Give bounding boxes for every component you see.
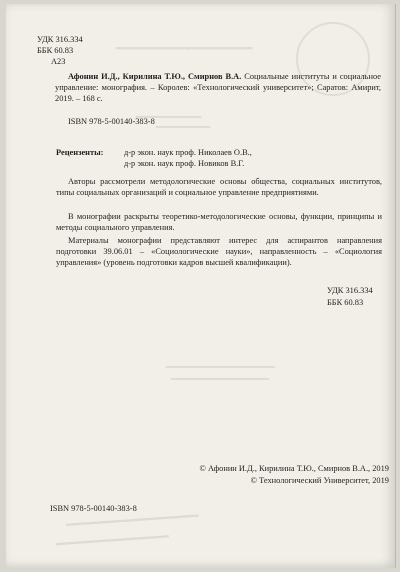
bleed-through-text: ━━━━━━━━━━━━━━━━━━━━ bbox=[65, 510, 199, 532]
reviewer-1: д-р экон. наук проф. Николаев О.В., bbox=[124, 148, 252, 157]
bleed-through-text: ━━━━━━━━━━━━━━━━━━ bbox=[171, 374, 269, 384]
abstract-paragraph-2: В монографии раскрыты теоретико-методологические основы, функции, принципы и методы социального управления. bbox=[56, 212, 382, 232]
book-description: Социальные институты и социальное управление: монография. – Королев: «Технологический университет»; Саратов: Амирит, 2019. – 168 с. bbox=[55, 72, 381, 103]
book-page bbox=[6, 4, 396, 568]
bleed-through-text: ━━━━━━━━━━━━ bbox=[136, 112, 202, 122]
author-mark: А23 bbox=[51, 57, 66, 66]
bleed-through-text: ━━━━━━━━━━━━━━━━━━━━ bbox=[166, 362, 275, 372]
udk-code: УДК 316.334 bbox=[37, 35, 83, 44]
copyright-publisher: © Технологический Университет, 2019 bbox=[250, 476, 389, 485]
bleed-through-text: ━━━━━━━━━━━━━━━━━━ bbox=[116, 43, 254, 55]
bleed-through-text: ━━━━━━━━━━ bbox=[156, 122, 211, 132]
reviewers-label: Рецензенты: bbox=[56, 148, 104, 157]
bleed-through-text: ━━━━━━━━━━━━━━━━━ bbox=[55, 531, 169, 551]
abstract-paragraph-3: Материалы монографии представляют интерес для аспирантов направления подготовки 39.06.01 – «Социологические науки», направленность – «Социология управления» (уровень подготовки кадров высшей квалификации). bbox=[56, 236, 382, 267]
bbk-code-right: ББК 60.83 bbox=[327, 298, 364, 307]
bibliographic-record bbox=[55, 71, 381, 104]
udk-code-right: УДК 316.334 bbox=[327, 286, 373, 295]
reviewer-2: д-р экон. наук проф. Новиков В.Г. bbox=[124, 159, 245, 168]
authors: Афонин И.Д., Кирилина Т.Ю., Смирнов В.А. bbox=[68, 72, 242, 81]
isbn-biblio: ISBN 978-5-00140-383-8 bbox=[68, 117, 155, 126]
abstract-paragraph-1: Авторы рассмотрели методологические основы общества, социальных институтов, типы социальных организаций и социальное управление предприятиями. bbox=[56, 177, 382, 197]
bbk-code: ББК 60.83 bbox=[37, 46, 74, 55]
copyright-authors: © Афонин И.Д., Кирилина Т.Ю., Смирнов В.А., 2019 bbox=[199, 464, 389, 473]
isbn-footer: ISBN 978-5-00140-383-8 bbox=[50, 504, 137, 513]
